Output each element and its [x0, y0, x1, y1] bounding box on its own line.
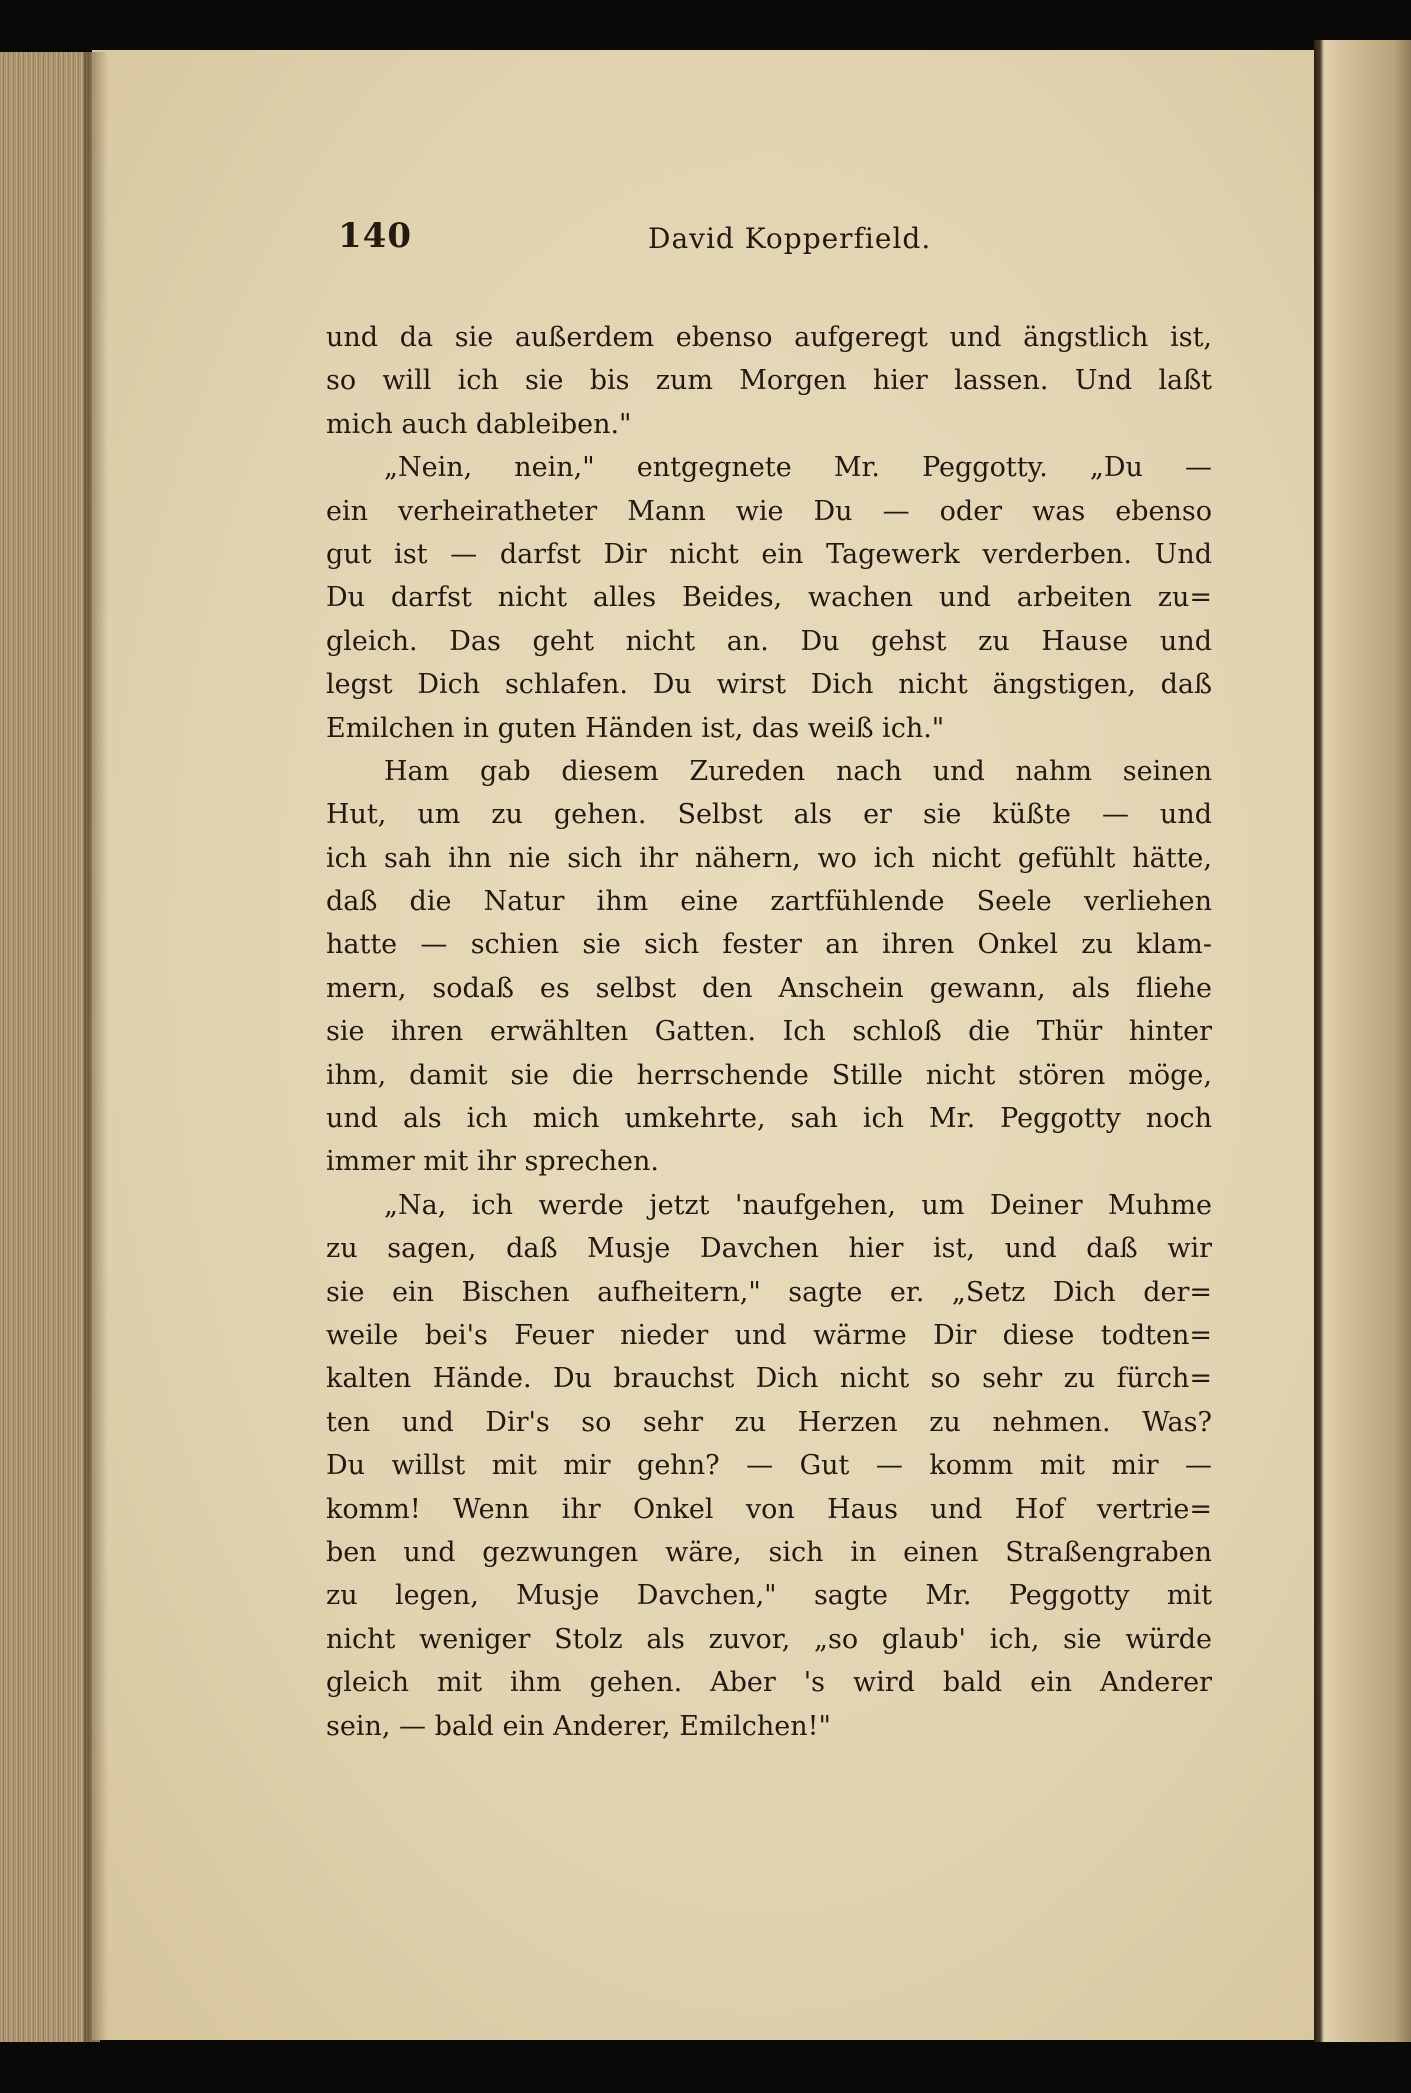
text-line: legst Dich schlafen. Du wirst Dich nicht ängstigen, daß	[326, 669, 1212, 701]
text-line: zu sagen, daß Musje Davchen hier ist, und daß wir	[326, 1233, 1212, 1265]
text-line: gut ist — darfst Dir nicht ein Tagewerk verderben. Und	[326, 538, 1212, 570]
text-line: gleich mit ihm gehen. Aber 's wird bald ein Anderer	[326, 1667, 1212, 1699]
text-line: immer mit ihr sprechen.	[326, 1146, 659, 1178]
text-line: Emilchen in guten Händen ist, das weiß ich."	[326, 712, 945, 744]
text-line: sie ein Bischen aufheitern," sagte er. „Setz Dich der=	[326, 1276, 1212, 1308]
text-line: ben und gezwungen wäre, sich in einen Straßengraben	[326, 1536, 1212, 1568]
text-line: Du darfst nicht alles Beides, wachen und arbeiten zu=	[326, 582, 1212, 614]
text-line: mich auch dableiben."	[326, 408, 632, 440]
text-line: und als ich mich umkehrte, sah ich Mr. Peggotty noch	[326, 1103, 1212, 1135]
text-line: Du willst mit mir gehn? — Gut — komm mit mir —	[326, 1450, 1212, 1482]
text-line: komm! Wenn ihr Onkel von Haus und Hof vertrie=	[326, 1493, 1212, 1525]
text-line: „Na, ich werde jetzt 'naufgehen, um Deiner Muhme	[384, 1189, 1212, 1221]
text-line: Hut, um zu gehen. Selbst als er sie küßte — und	[326, 799, 1212, 831]
text-line: gleich. Das geht nicht an. Du gehst zu Hause und	[326, 625, 1212, 657]
text-line: kalten Hände. Du brauchst Dich nicht so sehr zu fürch=	[326, 1363, 1212, 1395]
text-line: ich sah ihn nie sich ihr nähern, wo ich nicht gefühlt hätte,	[326, 842, 1212, 874]
text-line: ihm, damit sie die herrschende Stille nicht stören möge,	[326, 1059, 1212, 1091]
text-line: mern, sodaß es selbst den Anschein gewann, als fliehe	[326, 972, 1212, 1004]
text-line: Ham gab diesem Zureden nach und nahm seinen	[384, 755, 1212, 787]
text-line: „Nein, nein," entgegnete Mr. Peggotty. „Du —	[384, 452, 1212, 484]
running-title: David Kopperfield.	[648, 222, 932, 255]
text-line: weile bei's Feuer nieder und wärme Dir diese todten=	[326, 1319, 1212, 1351]
text-line: ten und Dir's so sehr zu Herzen zu nehmen. Was?	[326, 1406, 1212, 1438]
text-line: so will ich sie bis zum Morgen hier lassen. Und laßt	[326, 365, 1212, 397]
text-line: sie ihren erwählten Gatten. Ich schloß die Thür hinter	[326, 1016, 1212, 1048]
text-line: nicht weniger Stolz als zuvor, „so glaub' ich, sie würde	[326, 1623, 1212, 1655]
gutter-shadow	[84, 52, 108, 2042]
page-number: 140	[338, 216, 412, 256]
text-line: ein verheiratheter Mann wie Du — oder was ebenso	[326, 495, 1212, 527]
text-line: hatte — schien sie sich fester an ihren Onkel zu klam-	[326, 929, 1212, 961]
body-text	[326, 316, 1212, 1748]
text-line: sein, — bald ein Anderer, Emilchen!"	[326, 1710, 831, 1742]
next-page-edge	[1314, 40, 1411, 2050]
text-line: und da sie außerdem ebenso aufgeregt und ängstlich ist,	[326, 322, 1212, 353]
text-line: daß die Natur ihm eine zartfühlende Seele verliehen	[326, 886, 1212, 918]
page-header	[338, 216, 1228, 272]
bottom-border	[0, 2042, 1411, 2093]
text-line: zu legen, Musje Davchen," sagte Mr. Peggotty mit	[326, 1580, 1212, 1612]
